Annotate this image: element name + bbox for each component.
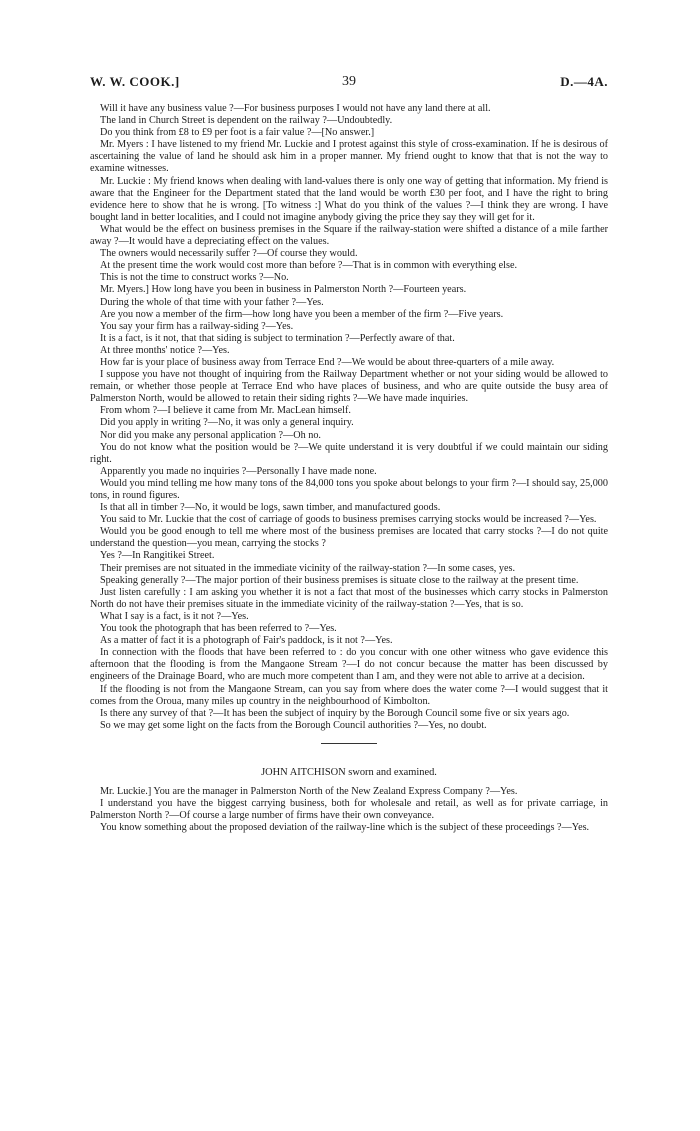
paragraph: You said to Mr. Luckie that the cost of carriage of goods to business premises carrying stocks would be increased ?—Yes. [100,514,597,526]
paragraph: It is a fact, is it not, that that siding is subject to termination ?—Perfectly aware of that. [100,332,455,344]
paragraph: At the present time the work would cost more than before ?—That is in common with everything else. [100,260,518,272]
paragraph: Do you think from £8 to £9 per foot is a fair value ?—[No answer.] [100,127,375,139]
document-reference: D.—4A. [560,74,608,89]
paragraph: You say your firm has a railway-siding ?—Yes. [100,320,294,332]
page-number: 39 [342,74,356,89]
paragraph: Mr. Luckie : My friend knows when dealing with land-values there is only one way of getting that information. My friend is aware that the Engineer for the Department stated that the land would be worth £30 per foot, and I have the right to bring evidence here to show that he is wrong. [To witness :] What do you think of the values ?—I think they are wrong. I have bought land in better localities, and I could not imagine anybody giving the price they say they will get for it. [90,175,608,223]
testimony-section-cook [90,103,608,732]
paragraph: You do not know what the position would be ?—We quite understand it is very doubtful if we could maintain our siding right. [90,441,608,465]
testimony-section-aitchison [90,786,608,834]
paragraph: Speaking generally ?—The major portion of their business premises is situate close to the railway at the present time. [100,574,579,586]
paragraph: Are you now a member of the firm—how long have you been a member of the firm ?—Five years. [100,308,504,320]
paragraph: Did you apply in writing ?—No, it was only a general inquiry. [100,417,354,429]
paragraph: During the whole of that time with your father ?—Yes. [100,296,324,308]
paragraph: What I say is a fact, is it not ?—Yes. [100,610,249,622]
paragraph: Nor did you make any personal application ?—Oh no. [100,429,321,441]
paragraph: You took the photograph that has been referred to ?—Yes. [100,623,337,635]
paragraph: This is not the time to construct works ?—No. [100,272,289,284]
paragraph: You know something about the proposed deviation of the railway-line which is the subject of these proceedings ?—Yes. [100,822,590,834]
paragraph: Their premises are not situated in the immediate vicinity of the railway-station ?—In some cases, yes. [100,562,516,574]
paragraph: In connection with the floods that have been referred to : do you concur with one other witness who gave evidence this afternoon that the flooding is from the Mangaone Stream ?—I do not concur because the matter has been discussed by engineers of the Drainage Board, who are much more competent than I am, and they were not able to arrive at a decision. [90,647,608,683]
paragraph: Just listen carefully : I am asking you whether it is not a fact that most of the businesses which carry stocks in Palmerston North do not have their premises situate in the immediate vicinity of the railway-station ?—Yes, that is so. [90,586,608,610]
paragraph: What would be the effect on business premises in the Square if the railway-station were shifted a distance of a mile farther away ?—It would have a depreciating effect on the values. [90,223,608,248]
paragraph: Is there any survey of that ?—It has been the subject of inquiry by the Borough Council some five or six years ago. [100,707,570,719]
paragraph: So we may get some light on the facts from the Borough Council authorities ?—Yes, no doubt. [100,719,487,731]
page-header [90,76,608,94]
paragraph: Would you mind telling me how many tons of the 84,000 tons you spoke about belongs to your firm ?—I should say, 25,000 tons, in round figures. [90,477,608,501]
paragraph: If the flooding is not from the Mangaone Stream, can you say from where does the water come ?—I would suggest that it comes from the Oroua, many miles up country in the neighbourhood of Kimbolton. [90,683,608,707]
paragraph: Would you be good enough to tell me where most of the business premises are located that carry stocks ?—I do not quite understand the question—you mean, carrying the stocks ? [90,526,608,550]
paragraph: Mr. Myers : I have listened to my friend Mr. Luckie and I protest against this style of cross-examination. If he is desirous of ascertaining the value of land he should ask him in a proper manner. My friend ought to know that that is not the way to examine witnesses. [90,139,608,175]
paragraph: At three months' notice ?—Yes. [100,344,230,356]
paragraph: From whom ?—I believe it came from Mr. MacLean himself. [100,405,351,417]
document-body [90,103,608,834]
section-title: JOHN AITCHISON sworn and examined. [261,766,437,778]
paragraph: Mr. Luckie.] You are the manager in Palmerston North of the New Zealand Express Company ?—Yes. [100,785,518,797]
header-author: W. W. COOK.] [90,74,180,89]
paragraph: Mr. Myers.] How long have you been in business in Palmerston North ?—Fourteen years. [100,284,467,296]
paragraph: Apparently you made no inquiries ?—Personally I have made none. [100,465,377,477]
paragraph: Is that all in timber ?—No, it would be logs, sawn timber, and manufactured goods. [100,502,441,514]
paragraph: The land in Church Street is dependent on the railway ?—Undoubtedly. [100,115,393,127]
paragraph: The owners would necessarily suffer ?—Of course they would. [100,248,358,260]
paragraph: Yes ?—In Rangitikei Street. [100,550,215,562]
section-divider [321,743,377,744]
paragraph: I suppose you have not thought of inquiring from the Railway Department whether or not your siding would be allowed to remain, or whether those people at Terrace End who have places of business, and who are quite outside the busy area of Palmerston North, would be allowed to retain their siding rights ?—We have made inquiries. [90,369,608,405]
paragraph: Will it have any business value ?—For business purposes I would not have any land there at all. [100,103,491,114]
paragraph: I understand you have the biggest carrying business, both for wholesale and retail, as well as for private carriage, in Palmerston North ?—Of course a large number of firms have their own conveyance. [90,798,608,822]
paragraph: As a matter of fact it is a photograph of Fair's paddock, is it not ?—Yes. [100,635,393,647]
paragraph: How far is your place of business away from Terrace End ?—We would be about three-quarters of a mile away. [100,356,555,368]
